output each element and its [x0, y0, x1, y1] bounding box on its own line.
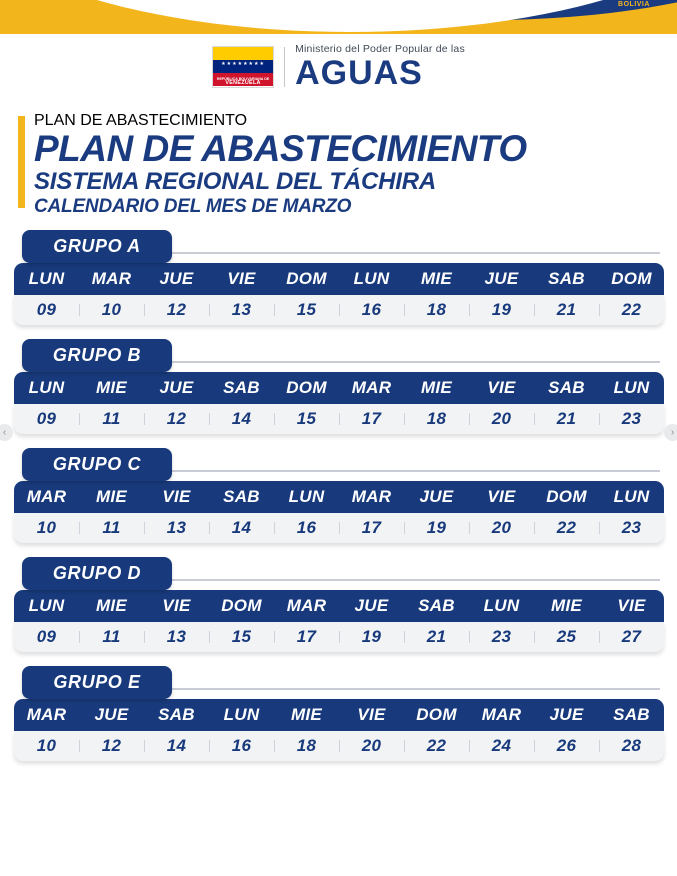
group-header — [14, 230, 664, 263]
date-cell: 11 — [79, 518, 144, 538]
weekday-cell: LUN — [28, 269, 65, 288]
weekday-row — [14, 263, 664, 295]
weekday-cell: DOM — [221, 596, 262, 615]
weekday-cell: VIE — [487, 487, 516, 506]
date-cell: 25 — [534, 627, 599, 647]
flag-stars: ★★★★★★★★ — [221, 60, 265, 67]
date-cell: 10 — [36, 518, 57, 537]
date-cell: 22 — [534, 518, 599, 538]
carousel-next-icon[interactable]: › — [664, 424, 677, 441]
group-header-line — [164, 361, 660, 363]
weekday-cell: DOM — [286, 269, 327, 288]
weekday-cell: LUN — [288, 487, 325, 506]
date-cell: 13 — [144, 518, 209, 538]
date-cell: 23 — [469, 627, 534, 647]
weekday-row — [14, 481, 664, 513]
weekday-row — [14, 590, 664, 622]
date-cell: 15 — [274, 409, 339, 429]
weekday-cell: VIE — [487, 378, 516, 397]
date-cell: 21 — [404, 627, 469, 647]
date-row — [14, 731, 664, 761]
weekday-cell: VIE — [617, 596, 646, 615]
weekday-cell: JUE — [484, 269, 519, 288]
date-cell: 18 — [404, 300, 469, 320]
corner-logo: BOLIVIA — [618, 1, 650, 8]
groups-container — [14, 230, 664, 775]
weekday-cell: MIE — [420, 378, 453, 397]
date-cell: 26 — [534, 736, 599, 756]
ministry-header — [0, 43, 677, 90]
weekday-cell: JUE — [94, 705, 129, 724]
date-cell: 15 — [274, 300, 339, 320]
group-header-line — [164, 688, 660, 690]
date-cell: 11 — [79, 409, 144, 429]
date-cell: 12 — [144, 300, 209, 320]
weekday-cell: MAR — [351, 378, 392, 397]
weekday-cell: JUE — [419, 487, 454, 506]
weekday-cell: MIE — [290, 705, 323, 724]
weekday-cell: MIE — [95, 596, 128, 615]
venezuela-flag-icon — [212, 46, 274, 88]
date-row — [14, 622, 664, 652]
date-cell: 09 — [36, 300, 57, 319]
carousel-prev-icon[interactable]: ‹ — [0, 424, 13, 441]
date-cell: 17 — [339, 518, 404, 538]
weekday-cell: MIE — [95, 378, 128, 397]
weekday-cell: MIE — [95, 487, 128, 506]
date-cell: 14 — [209, 409, 274, 429]
weekday-cell: JUE — [159, 378, 194, 397]
date-cell: 18 — [404, 409, 469, 429]
date-cell: 17 — [339, 409, 404, 429]
weekday-row — [14, 372, 664, 404]
date-row — [14, 404, 664, 434]
weekday-cell: SAB — [548, 269, 585, 288]
top-decorative-band — [0, 0, 677, 34]
date-cell: 14 — [144, 736, 209, 756]
date-row — [14, 513, 664, 543]
date-cell: 21 — [534, 409, 599, 429]
weekday-cell: LUN — [28, 378, 65, 397]
group-block — [14, 666, 664, 761]
date-cell: 13 — [209, 300, 274, 320]
weekday-cell: JUE — [549, 705, 584, 724]
weekday-cell: JUE — [354, 596, 389, 615]
ministry-subtitle: Ministerio del Poder Popular de las — [295, 43, 465, 55]
date-cell: 23 — [599, 409, 664, 429]
weekday-cell: LUN — [353, 269, 390, 288]
group-block — [14, 557, 664, 652]
date-cell: 12 — [79, 736, 144, 756]
group-label: GRUPO A — [22, 230, 172, 263]
date-cell: 16 — [274, 518, 339, 538]
weekday-cell: DOM — [611, 269, 652, 288]
date-cell: 19 — [469, 300, 534, 320]
weekday-cell: LUN — [28, 596, 65, 615]
group-label: GRUPO E — [22, 666, 172, 699]
group-block — [14, 230, 664, 325]
date-cell: 12 — [144, 409, 209, 429]
date-cell: 11 — [79, 627, 144, 647]
weekday-cell: VIE — [162, 596, 191, 615]
weekday-cell: DOM — [286, 378, 327, 397]
group-label: GRUPO B — [22, 339, 172, 372]
weekday-cell: VIE — [162, 487, 191, 506]
weekday-cell: SAB — [548, 378, 585, 397]
group-header-line — [164, 252, 660, 254]
group-header — [14, 666, 664, 699]
date-cell: 13 — [144, 627, 209, 647]
weekday-cell: LUN — [613, 487, 650, 506]
group-header — [14, 448, 664, 481]
date-cell: 27 — [599, 627, 664, 647]
weekday-cell: MAR — [286, 596, 327, 615]
page-title: PLAN DE ABASTECIMIENTO — [34, 128, 527, 169]
date-cell: 14 — [209, 518, 274, 538]
date-cell: 24 — [469, 736, 534, 756]
title-ghost-line1: PLAN DE ABASTECIMIENTO — [34, 112, 248, 129]
weekday-cell: LUN — [223, 705, 260, 724]
date-cell: 22 — [404, 736, 469, 756]
date-row — [14, 295, 664, 325]
date-cell: 16 — [209, 736, 274, 756]
weekday-cell: SAB — [223, 487, 260, 506]
left-white-edge — [0, 34, 7, 876]
date-cell: 09 — [36, 627, 57, 646]
weekday-cell: MIE — [420, 269, 453, 288]
group-header — [14, 339, 664, 372]
weekday-cell: JUE — [159, 269, 194, 288]
ministry-text — [295, 43, 465, 90]
weekday-cell: VIE — [227, 269, 256, 288]
weekday-cell: SAB — [158, 705, 195, 724]
weekday-cell: MAR — [26, 705, 67, 724]
weekday-cell: VIE — [357, 705, 386, 724]
weekday-cell: MAR — [481, 705, 522, 724]
group-header — [14, 557, 664, 590]
weekday-cell: MAR — [351, 487, 392, 506]
page-subtitle: SISTEMA REGIONAL DEL TÁCHIRA — [34, 168, 436, 195]
weekday-cell: LUN — [483, 596, 520, 615]
date-cell: 23 — [599, 518, 664, 538]
weekday-cell: SAB — [613, 705, 650, 724]
title-block — [18, 112, 658, 219]
weekday-cell: SAB — [223, 378, 260, 397]
date-cell: 21 — [534, 300, 599, 320]
weekday-cell: SAB — [418, 596, 455, 615]
page-subtitle-month: CALENDARIO DEL MES DE MARZO — [34, 196, 352, 217]
date-cell: 10 — [79, 300, 144, 320]
date-cell: 28 — [599, 736, 664, 756]
date-cell: 16 — [339, 300, 404, 320]
flag-stripe-yellow — [213, 47, 273, 60]
group-header-line — [164, 470, 660, 472]
weekday-cell: DOM — [416, 705, 457, 724]
date-cell: 19 — [339, 627, 404, 647]
flag-caption-big: VENEZUELA — [225, 80, 261, 87]
group-block — [14, 339, 664, 434]
weekday-cell: MAR — [91, 269, 132, 288]
weekday-row — [14, 699, 664, 731]
weekday-cell: LUN — [613, 378, 650, 397]
ministry-title: AGUAS — [295, 54, 423, 92]
date-cell: 20 — [469, 518, 534, 538]
flag-caption-small: REPÚBLICA BOLIVARIANA DE — [216, 77, 270, 82]
group-label: GRUPO D — [22, 557, 172, 590]
group-block — [14, 448, 664, 543]
date-cell: 09 — [36, 409, 57, 428]
date-cell: 22 — [599, 300, 664, 320]
date-cell: 19 — [404, 518, 469, 538]
date-cell: 20 — [469, 409, 534, 429]
weekday-cell: MIE — [550, 596, 583, 615]
header-divider — [284, 47, 285, 87]
weekday-cell: MAR — [26, 487, 67, 506]
date-cell: 18 — [274, 736, 339, 756]
date-cell: 15 — [209, 627, 274, 647]
group-label: GRUPO C — [22, 448, 172, 481]
date-cell: 10 — [36, 736, 57, 755]
flag-caption — [213, 77, 273, 85]
date-cell: 20 — [339, 736, 404, 756]
weekday-cell: DOM — [546, 487, 587, 506]
group-header-line — [164, 579, 660, 581]
date-cell: 17 — [274, 627, 339, 647]
